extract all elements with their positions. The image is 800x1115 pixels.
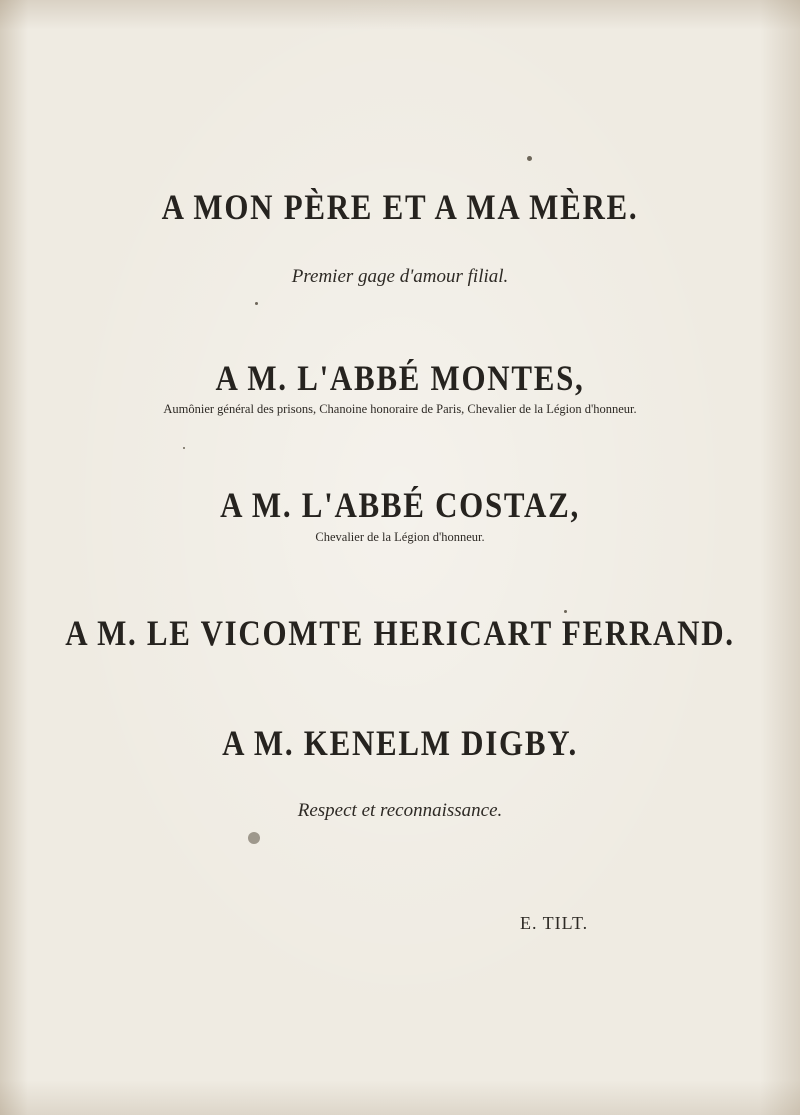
paper-stain (248, 832, 260, 844)
dedication-kenelm-digby-subtitle: Respect et reconnaissance. (297, 800, 503, 821)
dedication-abbe-montes-subtitle: Aumônier général des prisons, Chanoine honoraire de Paris, Chevalier de la Légion d'honneur. (163, 402, 637, 416)
dedication-vicomte-hericart-ferrand: A M. LE VICOMTE HERICART FERRAND. (65, 613, 735, 653)
dedication-abbe-montes: A M. L'ABBÉ MONTES, (215, 358, 585, 398)
dedication-abbe-costaz: A M. L'ABBÉ COSTAZ, (220, 485, 580, 525)
paper-speck (255, 302, 258, 305)
paper-speck (527, 156, 532, 161)
paper-speck (564, 610, 567, 613)
paper-speck (183, 447, 185, 449)
dedication-parents-subtitle: Premier gage d'amour filial. (291, 266, 509, 287)
dedication-abbe-costaz-subtitle: Chevalier de la Légion d'honneur. (315, 530, 485, 544)
dedication-kenelm-digby: A M. KENELM DIGBY. (222, 723, 578, 763)
dedication-parents: A MON PÈRE ET A MA MÈRE. (161, 187, 639, 227)
author-signature: E. TILT. (520, 913, 589, 933)
